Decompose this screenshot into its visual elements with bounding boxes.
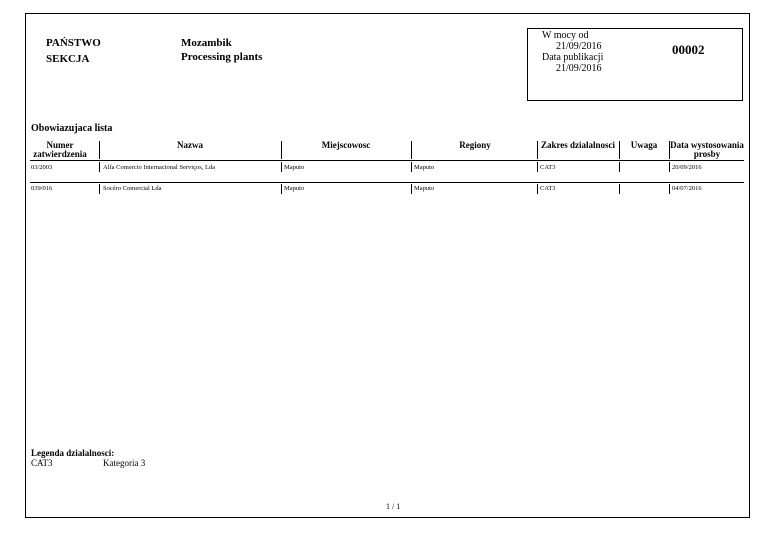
column-header-scope: Zakres dzialalnosci <box>540 140 616 150</box>
country-label: PAŃSTWO <box>46 37 101 49</box>
cell-name: Alfa Comercio Internacional Serviços, Lda <box>103 164 216 171</box>
legend-description: Kategoria 3 <box>103 458 146 468</box>
column-header-number: Numer zatwierdzenia <box>33 140 87 159</box>
cell-region: Maputo <box>414 185 435 192</box>
column-header-name: Nazwa <box>177 140 203 150</box>
column-divider <box>669 141 670 159</box>
cell-date: 20/09/2016 <box>672 164 702 171</box>
cell-divider <box>619 162 620 172</box>
column-divider <box>537 141 538 159</box>
cell-scope: CAT3 <box>540 185 556 192</box>
cell-divider <box>411 162 412 172</box>
section-value: Processing plants <box>181 51 263 63</box>
cell-divider <box>99 184 100 194</box>
cell-divider <box>411 184 412 194</box>
column-divider <box>411 141 412 159</box>
cell-city: Maputo <box>284 185 305 192</box>
valid-from-label: W mocy od <box>542 30 589 41</box>
cell-divider <box>281 162 282 172</box>
document-number: 00002 <box>672 42 705 57</box>
table-rule <box>30 160 744 161</box>
column-divider <box>281 141 282 159</box>
cell-divider <box>669 184 670 194</box>
country-value: Mozambik <box>181 37 232 49</box>
cell-city: Maputo <box>284 164 305 171</box>
column-header-city: Miejscowosc <box>321 140 371 150</box>
cell-scope: CAT3 <box>540 164 556 171</box>
legend-title: Legenda dzialalnosci: <box>31 448 115 458</box>
published-date: 21/09/2016 <box>556 63 602 74</box>
cell-divider <box>281 184 282 194</box>
cell-number: 039/016 <box>31 185 53 192</box>
column-header-note: Uwaga <box>630 140 658 150</box>
cell-divider <box>619 184 620 194</box>
cell-name: Socéro Comercial Lda <box>103 185 162 192</box>
legend-code: CAT3 <box>31 458 53 468</box>
cell-number: 03/2003 <box>31 164 53 171</box>
column-header-date: Data wystosowania prosby <box>670 140 744 159</box>
page-indicator: 1 / 1 <box>386 502 401 511</box>
list-title: Obowiazujaca lista <box>31 123 113 134</box>
valid-from-date: 21/09/2016 <box>556 41 602 52</box>
published-label: Data publikacji <box>542 52 604 63</box>
cell-region: Maputo <box>414 164 435 171</box>
table-rule <box>30 182 744 183</box>
cell-divider <box>537 162 538 172</box>
cell-divider <box>537 184 538 194</box>
cell-divider <box>99 162 100 172</box>
cell-date: 04/07/2016 <box>672 185 702 192</box>
column-header-region: Regiony <box>459 140 491 150</box>
column-divider <box>99 141 100 159</box>
column-divider <box>619 141 620 159</box>
cell-divider <box>669 162 670 172</box>
section-label: SEKCJA <box>46 53 90 65</box>
